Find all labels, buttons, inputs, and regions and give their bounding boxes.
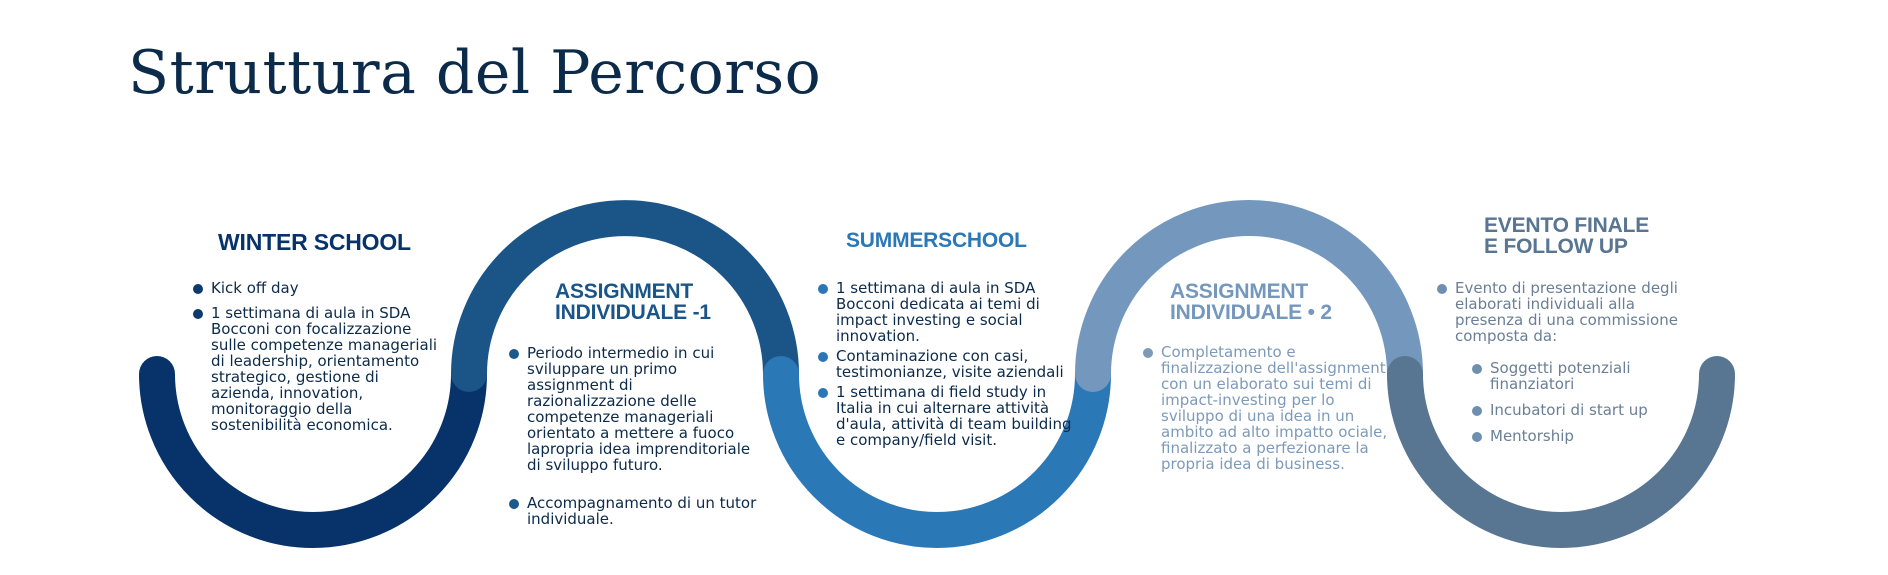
list-item: Incubatori di start up (1472, 402, 1692, 418)
sublist-evento-finale (1472, 360, 1692, 444)
heading-winter-school: WINTER SCHOOL (218, 229, 411, 255)
list-summerschool (818, 280, 1073, 448)
list-item: Accompagnamento di un tutor individuale. (509, 495, 759, 527)
list-item: 1 settimana di aula in SDA Bocconi con focalizzazione sulle competenze manageriali di leadership, orientamento strategico, gestione di azienda, innovation, monitoraggio della sostenibilità economica. (193, 305, 438, 433)
list-evento-finale (1437, 280, 1707, 344)
list-item: 1 settimana di aula in SDA Bocconi dedicata ai temi di impact investing e social innovation. (818, 280, 1073, 344)
heading-evento-finale: EVENTO FINALE E FOLLOW UP (1484, 214, 1650, 258)
list-assignment-1 (509, 345, 759, 527)
heading-assignment-1: ASSIGNMENT INDIVIDUALE -1 (555, 280, 711, 324)
list-winter-school (193, 280, 438, 433)
list-assignment-2 (1143, 344, 1388, 472)
list-item: Completamento e finalizzazione dell'assignment con un elaborato sui temi di impact-investing per lo sviluppo di una idea in un ambito ad alto impatto ociale, finalizzato a perfezionare la propria idea di business. (1143, 344, 1388, 472)
list-item: 1 settimana di field study in Italia in cui alternare attività d'aula, attività di team building e company/field visit. (818, 384, 1073, 448)
list-item: Soggetti potenziali finanziatori (1472, 360, 1692, 392)
heading-assignment-2: ASSIGNMENT INDIVIDUALE • 2 (1170, 280, 1332, 324)
list-item: Evento di presentazione degli elaborati individuali alla presenza di una commissione composta da: (1437, 280, 1707, 344)
list-item: Contaminazione con casi, testimonianze, visite aziendali (818, 348, 1073, 380)
list-item: Mentorship (1472, 428, 1692, 444)
heading-summerschool: SUMMERSCHOOL (846, 229, 1027, 252)
list-item: Periodo intermedio in cui sviluppare un primo assignment di razionalizzazione delle competenze manageriali orientato a mettere a fuoco lapropria idea imprenditoriale di sviluppo futuro. (509, 345, 759, 473)
list-item: Kick off day (193, 280, 438, 296)
page-title: Struttura del Percorso (128, 38, 822, 108)
